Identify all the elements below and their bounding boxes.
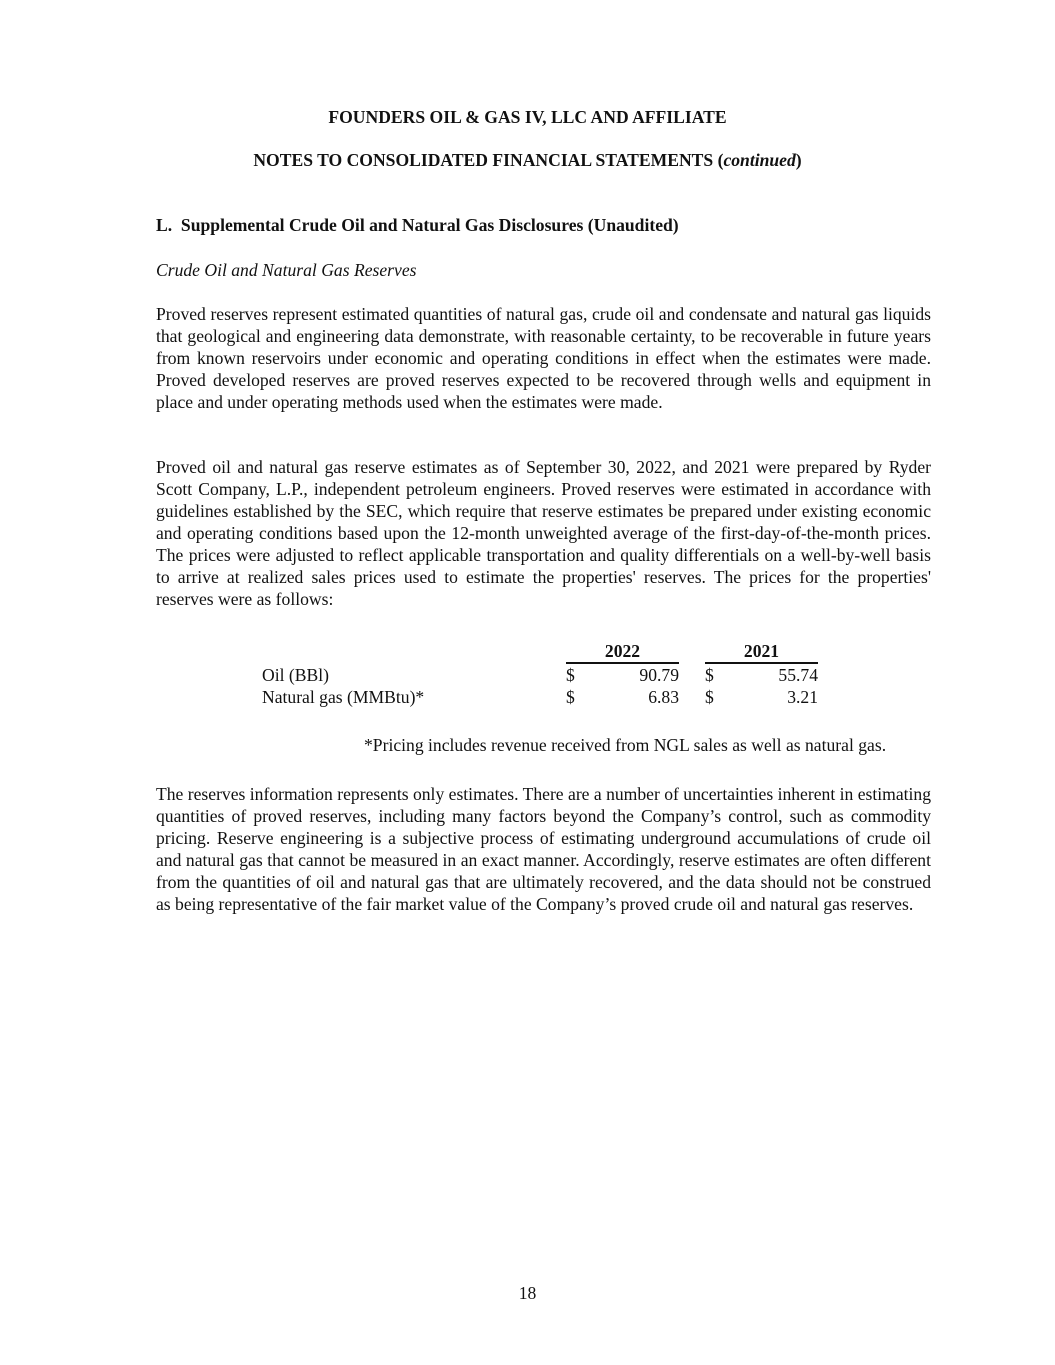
- currency-symbol: $: [705, 665, 714, 685]
- currency-symbol: $: [566, 665, 575, 685]
- paragraph-reserve-estimates: Proved oil and natural gas reserve estimates as of September 30, 2022, and 2021 were prepared by Ryder Scott Company, L.P., independent petroleum engineers. Proved reserves were estimated in accordance with guidelines established by the SEC, which require that reserve estimates be prepared under existing economic and operating conditions based upon the 12-month unweighted average of the first-day-of-the-month prices. The prices were adjusted to reflect applicable transportation and quality differentials on a well-by-well basis to arrive at realized sales prices used to estimate the properties' reserves. The prices for the properties' reserves were as follows:: [156, 457, 931, 609]
- value-2021: 55.74: [778, 665, 818, 685]
- currency-symbol: $: [566, 687, 575, 707]
- row-label: Natural gas (MMBtu)*: [262, 687, 425, 707]
- pricing-footnote: *Pricing includes revenue received from NGL sales as well as natural gas.: [364, 735, 887, 755]
- value-2021: 3.21: [787, 687, 818, 707]
- paragraph-proved-reserves: Proved reserves represent estimated quantities of natural gas, crude oil and condensate and natural gas liquids that geological and engineering data demonstrate, with reasonable certainty, to be recoverable in future years from known reservoirs under economic and operating conditions in effect when the estimates were made. Proved developed reserves are proved reserves expected to be recovered through wells and equipment in place and under operating methods used when the estimates were made.: [156, 304, 931, 412]
- notes-title: [0, 150, 1055, 171]
- section-subheading: Crude Oil and Natural Gas Reserves: [156, 260, 417, 280]
- table-row: [262, 663, 818, 686]
- price-table-header: [262, 640, 818, 663]
- page-number: 18: [518, 1283, 537, 1303]
- value-2022: 90.79: [639, 665, 679, 685]
- notes-title-close: ): [795, 150, 802, 170]
- header-gap: [679, 640, 705, 663]
- year-header-2021: 2021: [705, 640, 818, 663]
- section-heading: L. Supplemental Crude Oil and Natural Gas Disclosures (Unaudited): [156, 215, 679, 235]
- table-row: [262, 686, 818, 708]
- currency-symbol: $: [705, 687, 714, 707]
- row-label: Oil (BBl): [262, 664, 329, 685]
- paragraph-reserve-uncertainty: The reserves information represents only estimates. There are a number of uncertainties inherent in estimating quantities of proved reserves, including many factors beyond the Company’s control, such as commodity pricing. Reserve engineering is a subjective process of estimating underground accumulations of crude oil and natural gas that cannot be measured in an exact manner. Accordingly, reserve estimates are often different from the quantities of oil and natural gas that are ultimately recovered, and the data should not be construed as being representative of the fair market value of the Company’s proved crude oil and natural gas reserves.: [156, 784, 931, 914]
- notes-title-continued: continued: [723, 150, 796, 170]
- price-table: [262, 640, 818, 708]
- company-title: FOUNDERS OIL & GAS IV, LLC AND AFFILIATE: [328, 107, 727, 127]
- header-spacer: [262, 640, 566, 663]
- year-header-2022: 2022: [566, 640, 679, 663]
- value-2022: 6.83: [648, 687, 679, 707]
- notes-title-text: NOTES TO CONSOLIDATED FINANCIAL STATEMENTS (: [253, 150, 724, 170]
